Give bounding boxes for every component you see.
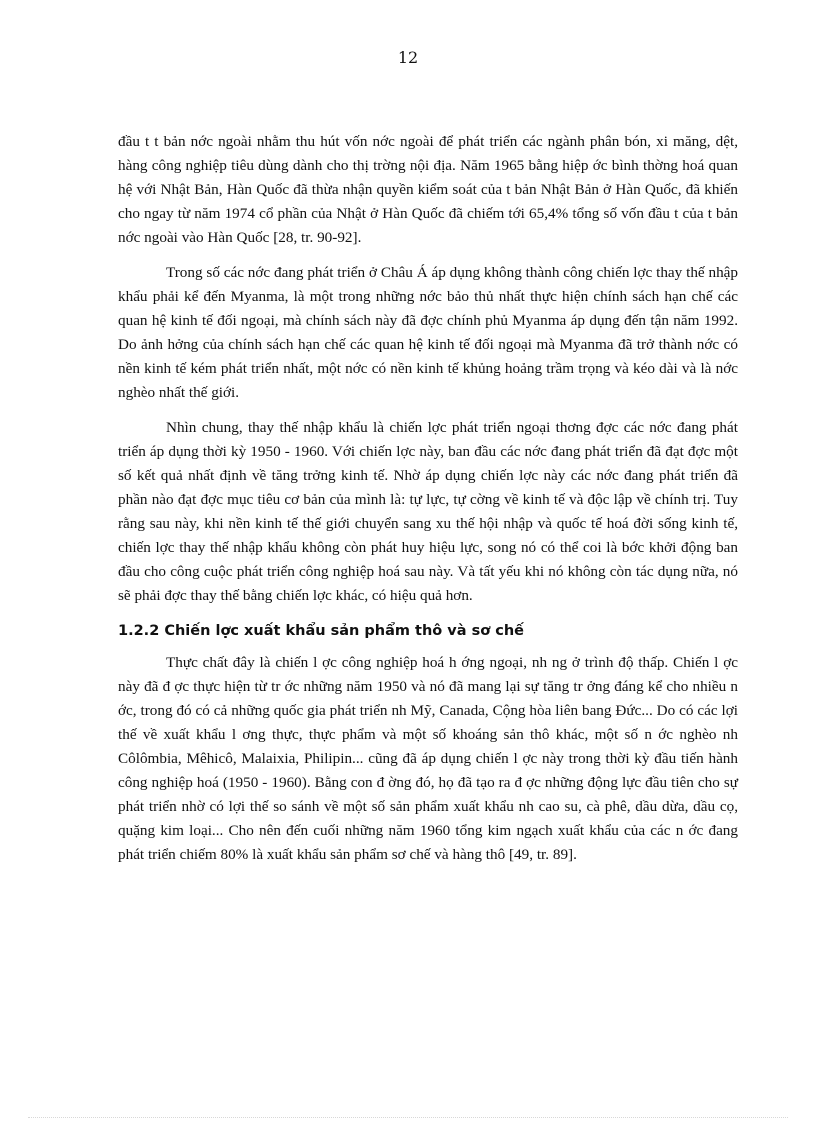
section-heading: 1.2.2 Chiến lợc xuất khẩu sản phẩm thô và sơ chế <box>118 623 524 639</box>
paragraph-4: Thực chất đây là chiến l ợc công nghiệp hoá h ớng ngoại, nh ng ở trình độ thấp. Chiến l ợc này đã đ ợc thực hiện từ tr ớc những năm 1950 và nó đã mang lại sự tăng tr ởng đáng kể cho nhiều n ớc, trong đó có cả những quốc gia phát triển nh Mỹ, Canada, Cộng hòa liên bang Đức... Do có các lợi thế về xuất khẩu l ơng thực, thực phẩm và một số khoáng sản thô khác, một số n ớc nghèo nh Côlômbia, Mêhicô, Malaixia, Philipin... cũng đã áp dụng chiến l ợc này trong thời kỳ đầu tiến hành công nghiệp hoá (1950 - 1960). Bằng con đ ờng đó, họ đã tạo ra đ ợc những động lực đầu tiên cho sự phát triển nhờ có lợi thế so sánh về một số sản phẩm xuất khẩu nh cao su, cà phê, dầu dừa, dầu cọ, quặng kim loại... Cho nên đến cuối những năm 1960 tổng kim ngạch xuất khẩu của các n ớc đang phát triển chiếm 80% là xuất khẩu sản phẩm sơ chế và hàng thô [49, tr. 89]. <box>118 654 738 863</box>
paragraph-1: đầu t t bản nớc ngoài nhằm thu hút vốn nớc ngoài để phát triển các ngành phân bón, xi măng, dệt, hàng công nghiệp tiêu dùng dành cho thị trờng nội địa. Năm 1965 bằng hiệp ớc bình thờng hoá quan hệ với Nhật Bản, Hàn Quốc đã thừa nhận quyền kiểm soát của t bản Nhật Bản ở Hàn Quốc, đã khiến cho ngay từ năm 1974 cổ phần của Nhật ở Hàn Quốc đã chiếm tới 65,4% tổng số vốn đầu t của t bản nớc ngoài vào Hàn Quốc [28, tr. 90-92]. <box>118 133 738 246</box>
page-bottom-border <box>28 1117 788 1118</box>
paragraph-3: Nhìn chung, thay thế nhập khẩu là chiến lợc phát triển ngoại thơng đợc các nớc đang phát triển áp dụng thời kỳ 1950 - 1960. Với chiến lợc này, ban đầu các nớc đang phát triển đã đạt đợc một số kết quả nhất định về tăng trởng kinh tế. Nhờ áp dụng chiến lợc này các nớc đang phát triển đã phần nào đạt đợc mục tiêu cơ bản của mình là: tự lực, tự cờng về kinh tế và độc lập về chính trị. Tuy rằng sau này, khi nền kinh tế thế giới chuyển sang xu thế hội nhập và quốc tế hoá đời sống kinh tế, chiến lợc thay thế nhập khẩu không còn phát huy hiệu lực, song nó có thể coi là bớc khởi động ban đầu cho công cuộc phát triển công nghiệp hoá sau này. Và tất yếu khi nó không còn tác dụng nữa, nó sẽ phải đợc thay thế bằng chiến lợc khác, có hiệu quả hơn. <box>118 419 738 604</box>
page-number: 12 <box>397 48 419 67</box>
paragraph-2: Trong số các nớc đang phát triển ở Châu Á áp dụng không thành công chiến lợc thay thế nhập khẩu phải kể đến Myanma, là một trong những nớc bảo thủ nhất thực hiện chính sách hạn chế các quan hệ kinh tế đối ngoại, mà chính sách này đã đợc chính phủ Myanma áp dụng đến tận năm 1992. Do ảnh hởng của chính sách hạn chế các quan hệ kinh tế đối ngoại mà Myanma đã trở thành nớc có nền kinh tế kém phát triển nhất, một nớc có nền kinh tế khủng hoảng trầm trọng và kéo dài và là nớc nghèo nhất thế giới. <box>118 264 738 401</box>
document-body <box>118 130 738 878</box>
